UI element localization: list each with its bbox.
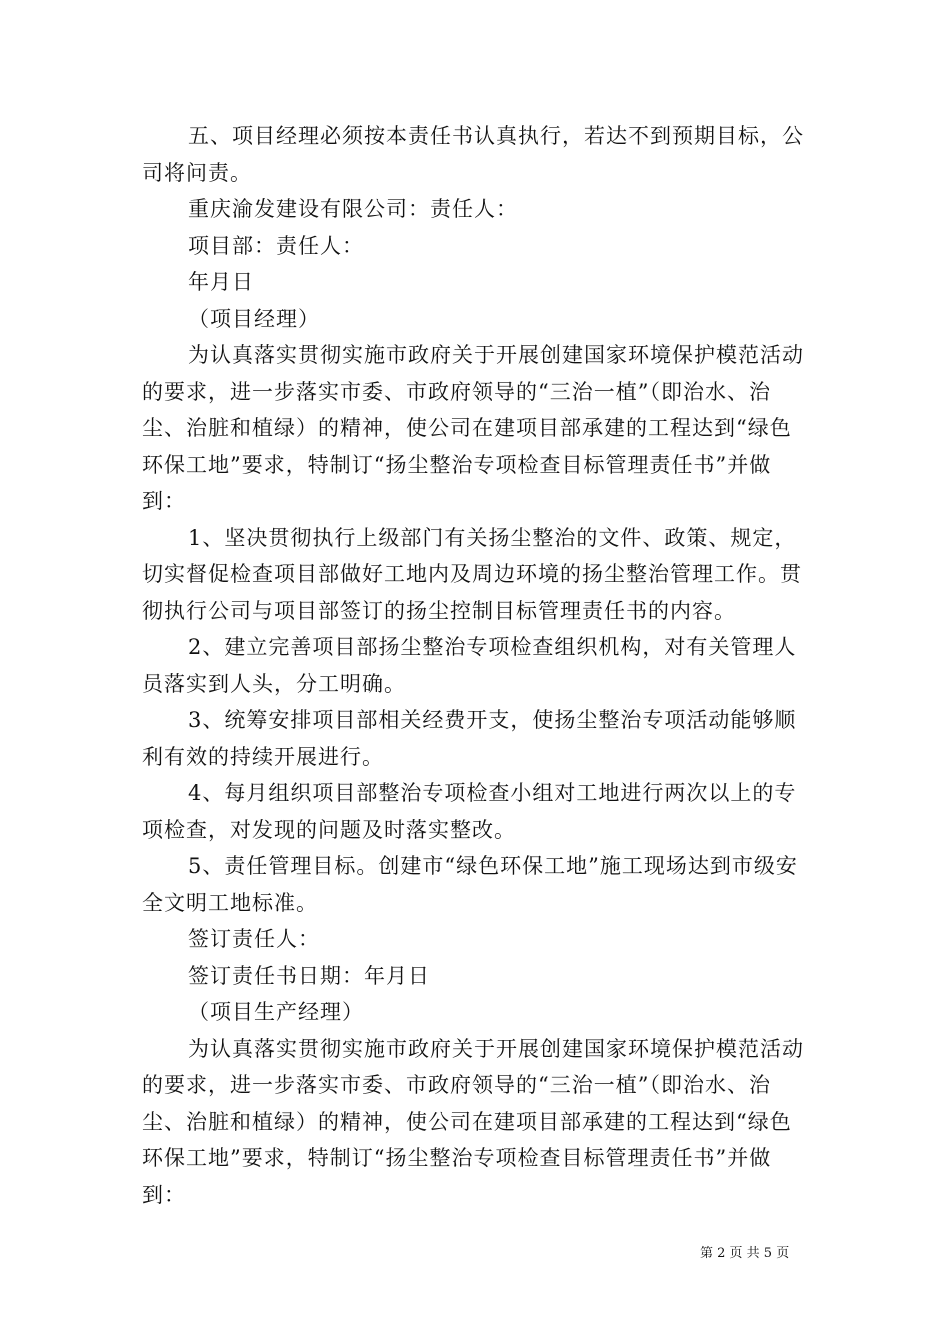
list-item-5: 5、责任管理目标。创建市“绿色环保工地”施工现场达到市级安全文明工地标准。 (142, 854, 798, 915)
section-heading-production-manager: （项目生产经理） (188, 1000, 364, 1024)
paragraph-intro-1: 为认真落实贯彻实施市政府关于开展创建国家环境保护模范活动的要求，进一步落实市委、市政府领导的“三治一植”（即治水、治尘、治脏和植绿）的精神，使公司在建项目部承建的工程达到“绿色环保工地”要求，特制订“扬尘整治专项检查目标管理责任书”并做到： (142, 343, 804, 513)
paragraph-accountability: 五、项目经理必须按本责任书认真执行，若达不到预期目标，公司将问责。 (142, 124, 804, 185)
list-item-3: 3、统筹安排项目部相关经费开支，使扬尘整治专项活动能够顺利有效的持续开展进行。 (142, 708, 797, 769)
paragraph-signatory: 签订责任人： (188, 927, 320, 951)
document-body (142, 118, 810, 1213)
paragraph-sign-date: 签订责任书日期：年月日 (188, 963, 430, 988)
paragraph-company-signature: 重庆渝发建设有限公司：责任人： (188, 197, 518, 221)
list-item-1: 1、坚决贯彻执行上级部门有关扬尘整治的文件、政策、规定，切实督促检查项目部做好工地内及周边环境的扬尘整治管理工作。贯彻执行公司与项目部签订的扬尘控制目标管理责任书的内容。 (142, 525, 802, 623)
list-item-4: 4、每月组织项目部整治专项检查小组对工地进行两次以上的专项检查，对发现的问题及时落实整改。 (142, 781, 797, 842)
page-number-footer: 第 2 页 共 5 页 (700, 1246, 790, 1261)
paragraph-intro-2: 为认真落实贯彻实施市政府关于开展创建国家环境保护模范活动的要求，进一步落实市委、市政府领导的“三治一植”（即治水、治尘、治脏和植绿）的精神，使公司在建项目部承建的工程达到“绿色环保工地”要求，特制订“扬尘整治专项检查目标管理责任书”并做到： (142, 1036, 804, 1207)
paragraph-date-1: 年月日 (188, 270, 254, 294)
list-item-2: 2、建立完善项目部扬尘整治专项检查组织机构，对有关管理人员落实到人头，分工明确。 (142, 635, 797, 696)
section-heading-project-manager: （项目经理） (188, 306, 320, 331)
paragraph-project-dept-signature: 项目部：责任人： (188, 233, 364, 258)
